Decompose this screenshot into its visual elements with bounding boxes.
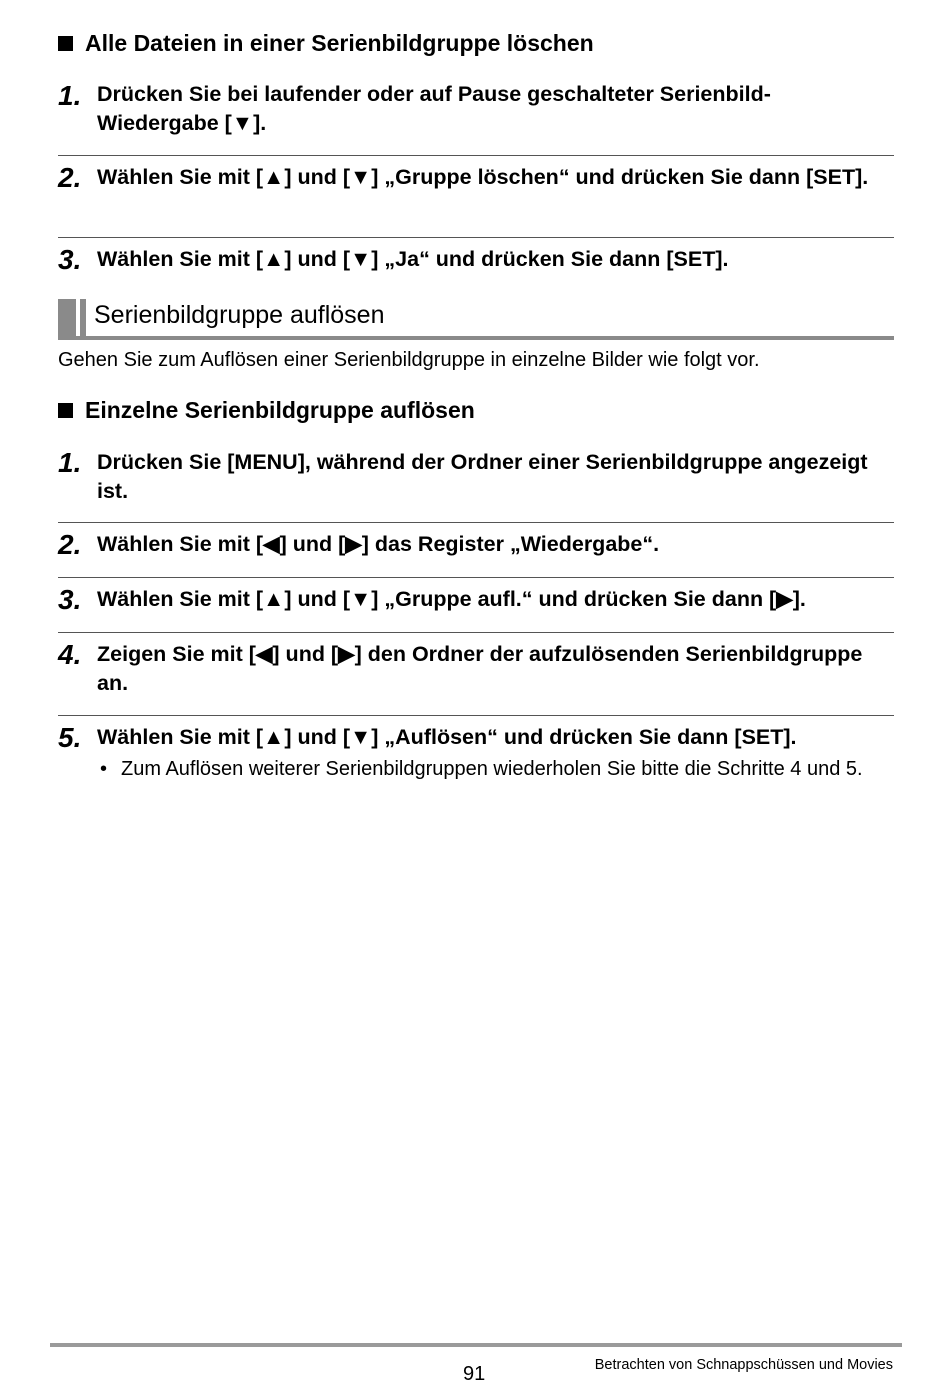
- bullet-dot: •: [100, 758, 108, 780]
- step-text: Wählen Sie mit [▲] und [▼] „Auflösen“ und drücken Sie dann [SET].: [97, 725, 797, 749]
- square-bullet-icon: [58, 403, 73, 418]
- section-intro: Gehen Sie zum Auflösen einer Serienbildgruppe in einzelne Bilder wie folgt vor.: [58, 349, 760, 371]
- heading-bar-decoration: [58, 299, 76, 336]
- step-number: 3.: [58, 244, 82, 275]
- ungroup-step-5: [58, 715, 894, 753]
- step-text: Drücken Sie bei laufender oder auf Pause geschalteter Serienbild-Wiedergabe [▼].: [97, 82, 771, 135]
- delete-group-heading-text: Alle Dateien in einer Serienbildgruppe löschen: [85, 30, 594, 56]
- step-number: 5.: [58, 722, 82, 753]
- ungroup-step-3: [58, 577, 894, 615]
- delete-step-3: [58, 237, 894, 275]
- delete-step-2: [58, 155, 894, 193]
- ungroup-step-4: [58, 632, 894, 695]
- step-text: Zeigen Sie mit [◀] und [▶] den Ordner der aufzulösenden Serienbildgruppe an.: [97, 642, 863, 695]
- note-text: Zum Auflösen weiterer Serienbildgruppen wiederholen Sie bitte die Schritte 4 und 5.: [121, 758, 863, 780]
- ungroup-single-heading-text: Einzelne Serienbildgruppe auflösen: [85, 397, 475, 423]
- heading-bar-decoration: [80, 299, 86, 336]
- footer-divider: [50, 1343, 902, 1347]
- step-text: Wählen Sie mit [◀] und [▶] das Register „Wiedergabe“.: [97, 532, 660, 556]
- step-number: 1.: [58, 447, 82, 478]
- page-number: 91: [463, 1363, 486, 1385]
- square-bullet-icon: [58, 36, 73, 51]
- step-number: 4.: [58, 639, 82, 670]
- step-number: 2.: [58, 162, 82, 193]
- step-text: Wählen Sie mit [▲] und [▼] „Gruppe aufl.“ und drücken Sie dann [▶].: [97, 587, 806, 611]
- step-text: Wählen Sie mit [▲] und [▼] „Ja“ und drücken Sie dann [SET].: [97, 247, 729, 271]
- ungroup-step-2: [58, 522, 894, 560]
- step-number: 2.: [58, 529, 82, 560]
- delete-group-heading: [58, 30, 594, 57]
- chapter-title: Betrachten von Schnappschüssen und Movies: [594, 1357, 893, 1373]
- step-number: 3.: [58, 584, 82, 615]
- ungroup-single-heading: [58, 397, 475, 424]
- section-title: Serienbildgruppe auflösen: [94, 301, 385, 329]
- step-number: 1.: [58, 80, 82, 111]
- section-heading-ungroup: [58, 299, 894, 340]
- step-text: Wählen Sie mit [▲] und [▼] „Gruppe löschen“ und drücken Sie dann [SET].: [97, 165, 869, 189]
- step-text: Drücken Sie [MENU], während der Ordner einer Serienbildgruppe angezeigt ist.: [97, 450, 868, 503]
